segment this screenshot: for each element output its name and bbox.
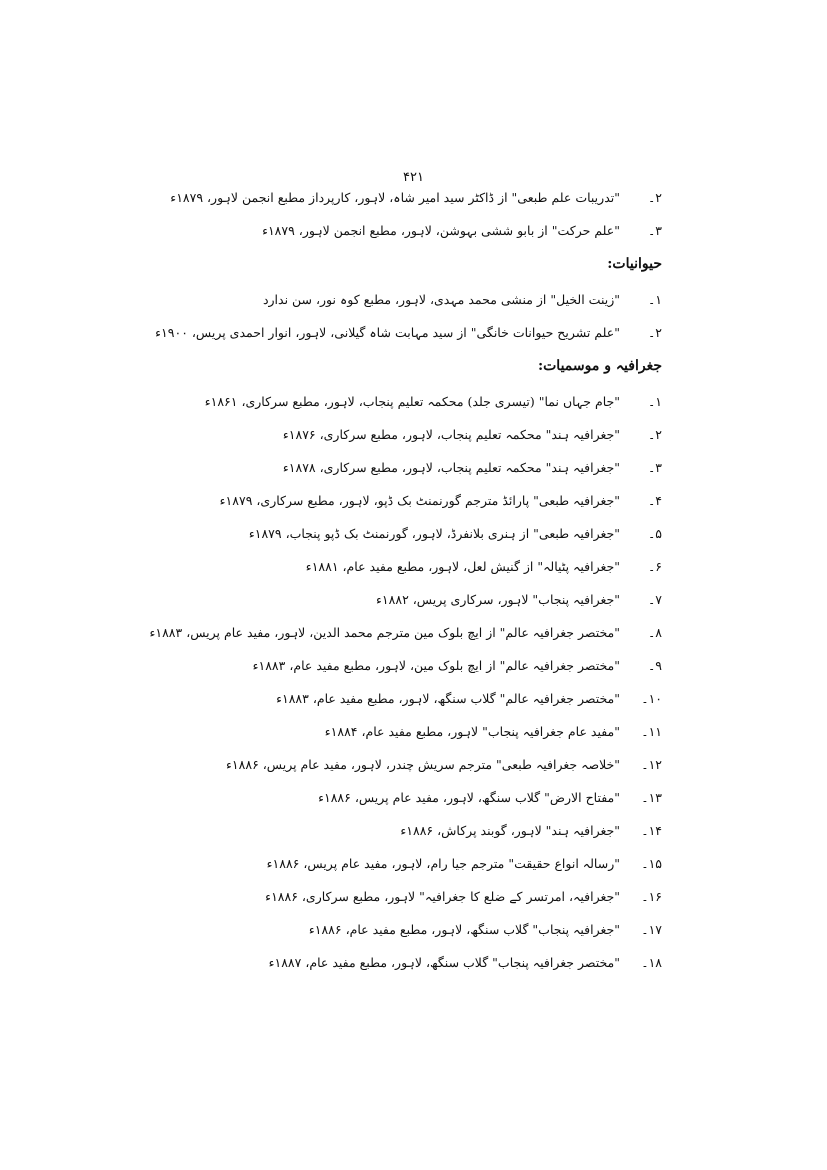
list-item (142, 460, 662, 482)
list-item (142, 757, 662, 779)
section-continuation (142, 190, 662, 245)
section-zoology (142, 256, 662, 347)
list-item (142, 223, 662, 245)
item-text: "جغرافیہ پنجاب" گلاب سنگھ، لاہور، مطبع مفید عام، ۱۸۸۶ء (308, 922, 620, 937)
item-number: ۸۔ (647, 625, 662, 640)
item-text: "جغرافیہ پٹیالہ" از گنیش لعل، لاہور، مطبع مفید عام، ۱۸۸۱ء (305, 559, 620, 574)
item-number: ۱۵۔ (641, 856, 662, 871)
list-item (142, 856, 662, 878)
item-text: "جغرافیہ طبعی" از ہنری بلانفرڈ، لاہور، گورنمنٹ بک ڈپو پنجاب، ۱۸۷۹ء (248, 526, 620, 541)
list-item (142, 190, 662, 212)
list-item (142, 526, 662, 548)
list-item (142, 493, 662, 515)
page-number: ۴۲۱ (403, 170, 424, 185)
list-item (142, 394, 662, 416)
item-text: "زینت الخیل" از منشی محمد مہدی، لاہور، مطبع کوہ نور، سن ندارد (262, 292, 620, 307)
item-number: ۳۔ (647, 460, 662, 475)
list-item (142, 922, 662, 944)
item-number: ۱۶۔ (641, 889, 662, 904)
bibliography-content (142, 190, 662, 988)
item-text: "مفتاح الارض" گلاب سنگھ، لاہور، مفید عام پریس، ۱۸۸۶ء (318, 790, 620, 805)
section-geography (142, 358, 662, 977)
item-number: ۱۔ (647, 394, 662, 409)
item-text: "مختصر جغرافیہ عالم" از ایچ بلوک مین، لاہور، مطبع مفید عام، ۱۸۸۳ء (252, 658, 620, 673)
item-text: "جام جہاں نما" (تیسری جلد) محکمہ تعلیم پنجاب، لاہور، مطبع سرکاری، ۱۸۶۱ء (204, 394, 620, 409)
item-text: "جغرافیہ پنجاب" لاہور، سرکاری پریس، ۱۸۸۲ء (376, 592, 620, 607)
item-text: "رسالہ انواع حقیقت" مترجم جیا رام، لاہور، مفید عام پریس، ۱۸۸۶ء (266, 856, 620, 871)
item-number: ۴۔ (647, 493, 662, 508)
item-text: "جغرافیہ ہند" محکمہ تعلیم پنجاب، لاہور، مطبع سرکاری، ۱۸۷۶ء (282, 427, 620, 442)
item-number: ۶۔ (647, 559, 662, 574)
item-number: ۱۔ (647, 292, 662, 307)
item-number: ۹۔ (647, 658, 662, 673)
list-item (142, 955, 662, 977)
item-text: "جغرافیہ ہند" لاہور، گوبند پرکاش، ۱۸۸۶ء (400, 823, 620, 838)
list-item (142, 427, 662, 449)
list-item (142, 691, 662, 713)
item-number: ۲۔ (647, 190, 662, 205)
list-item (142, 658, 662, 680)
item-number: ۱۳۔ (641, 790, 662, 805)
section-heading: حیوانیات: (607, 256, 662, 272)
list-item (142, 292, 662, 314)
item-text: "خلاصہ جغرافیہ طبعی" مترجم سریش چندر، لاہور، مفید عام پریس، ۱۸۸۶ء (226, 757, 620, 772)
item-number: ۲۔ (647, 325, 662, 340)
item-text: "مختصر جغرافیہ پنجاب" گلاب سنگھ، لاہور، مطبع مفید عام، ۱۸۸۷ء (268, 955, 620, 970)
item-number: ۵۔ (647, 526, 662, 541)
section-heading: جغرافیہ و موسمیات: (537, 358, 662, 374)
list-item (142, 724, 662, 746)
item-number: ۱۲۔ (641, 757, 662, 772)
item-number: ۳۔ (647, 223, 662, 238)
list-item (142, 823, 662, 845)
item-text: "جغرافیہ، امرتسر کے ضلع کا جغرافیہ" لاہور، مطبع سرکاری، ۱۸۸۶ء (265, 889, 620, 904)
item-text: "علم تشریح حیوانات خانگی" از سید مہابت شاہ گیلانی، لاہور، انوار احمدی پریس، ۱۹۰۰ء (155, 325, 620, 340)
list-item (142, 889, 662, 911)
item-text: "مختصر جغرافیہ عالم" گلاب سنگھ، لاہور، مطبع مفید عام، ۱۸۸۳ء (276, 691, 620, 706)
list-item (142, 559, 662, 581)
item-number: ۱۱۔ (641, 724, 662, 739)
item-text: "علم حرکت" از بابو ششی بہوشن، لاہور، مطبع انجمن لاہور، ۱۸۷۹ء (262, 223, 620, 238)
list-item (142, 325, 662, 347)
item-text: "جغرافیہ ہند" محکمہ تعلیم پنجاب، لاہور، مطبع سرکاری، ۱۸۷۸ء (282, 460, 620, 475)
list-item (142, 790, 662, 812)
item-number: ۱۷۔ (641, 922, 662, 937)
item-text: "جغرافیہ طبعی" پارائڈ مترجم گورنمنٹ بک ڈپو، لاہور، مطبع سرکاری، ۱۸۷۹ء (219, 493, 620, 508)
item-number: ۲۔ (647, 427, 662, 442)
item-number: ۱۰۔ (641, 691, 662, 706)
list-item (142, 625, 662, 647)
item-text: "تدریبات علم طبعی" از ڈاکٹر سید امیر شاہ، لاہور، کارپرداز مطبع انجمن لاہور، ۱۸۷۹ء (170, 190, 620, 205)
item-number: ۱۴۔ (641, 823, 662, 838)
list-item (142, 592, 662, 614)
item-text: "مختصر جغرافیہ عالم" از ایچ بلوک مین مترجم محمد الدین، لاہور، مفید عام پریس، ۱۸۸۳ء (149, 625, 620, 640)
item-number: ۷۔ (647, 592, 662, 607)
item-text: "مفید عام جغرافیہ پنجاب" لاہور، مطبع مفید عام، ۱۸۸۴ء (324, 724, 620, 739)
item-number: ۱۸۔ (641, 955, 662, 970)
